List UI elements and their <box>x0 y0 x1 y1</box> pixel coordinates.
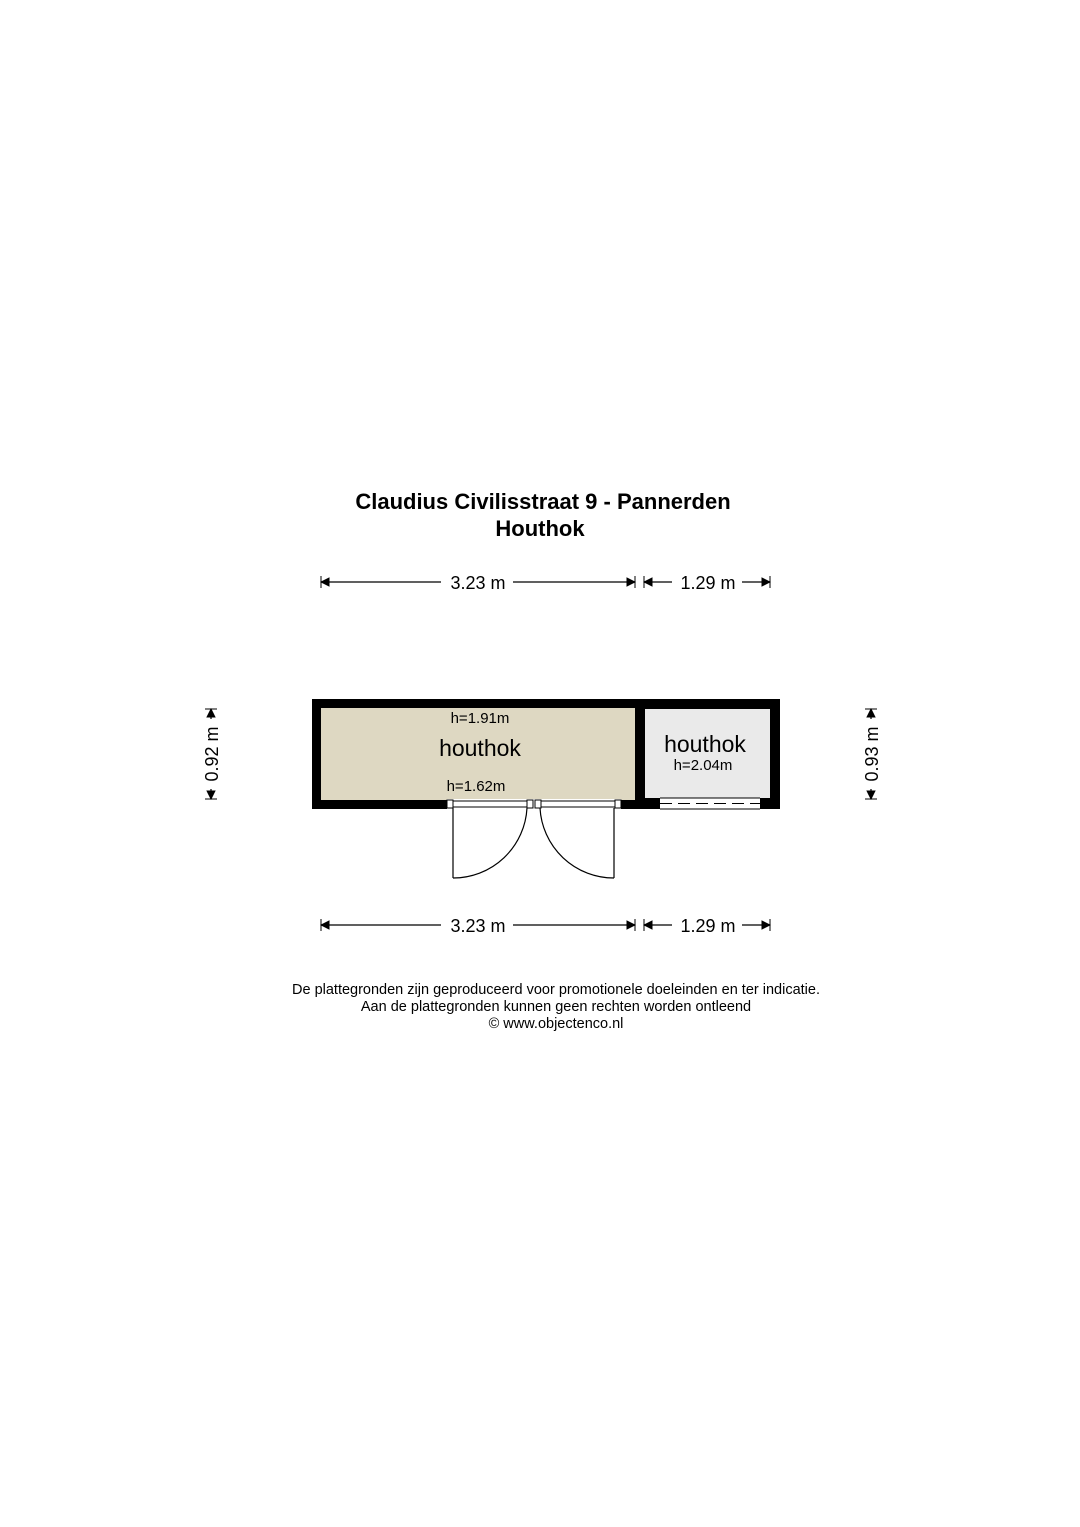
right-dimension-label: 0.93 m <box>862 726 882 782</box>
room1-name: houthok <box>439 735 521 761</box>
right-dimension <box>862 709 882 799</box>
room1-height-top: h=1.91m <box>450 710 510 727</box>
top-dimension-right <box>644 573 770 593</box>
disclaimer-line-2: Aan de plattegronden kunnen geen rechten worden ontleend <box>360 999 752 1015</box>
bottom-dimension-right-label: 1.29 m <box>680 916 736 936</box>
plan-title: Claudius Civilisstraat 9 - Pannerden <box>355 489 731 514</box>
copyright-line: © www.objectenco.nl <box>488 1016 624 1032</box>
room2-name: houthok <box>664 731 746 757</box>
room2-height: h=2.04m <box>673 757 733 774</box>
bottom-dimension-left <box>321 916 635 936</box>
top-dimension-left <box>321 573 635 593</box>
top-dimension-right-label: 1.29 m <box>680 573 736 593</box>
plan-subtitle: Houthok <box>495 516 585 541</box>
left-dimension-label: 0.92 m <box>202 726 222 782</box>
top-dimension-left-label: 3.23 m <box>450 573 506 593</box>
bottom-dimension-left-label: 3.23 m <box>450 916 506 936</box>
bottom-dimension-right <box>644 916 770 936</box>
double-door <box>447 799 621 878</box>
disclaimer-line-1: De plattegronden zijn geproduceerd voor promotionele doeleinden en ter indicatie. <box>292 982 820 998</box>
room1-height-bottom: h=1.62m <box>446 778 506 795</box>
window <box>660 798 760 809</box>
left-dimension <box>202 709 222 799</box>
